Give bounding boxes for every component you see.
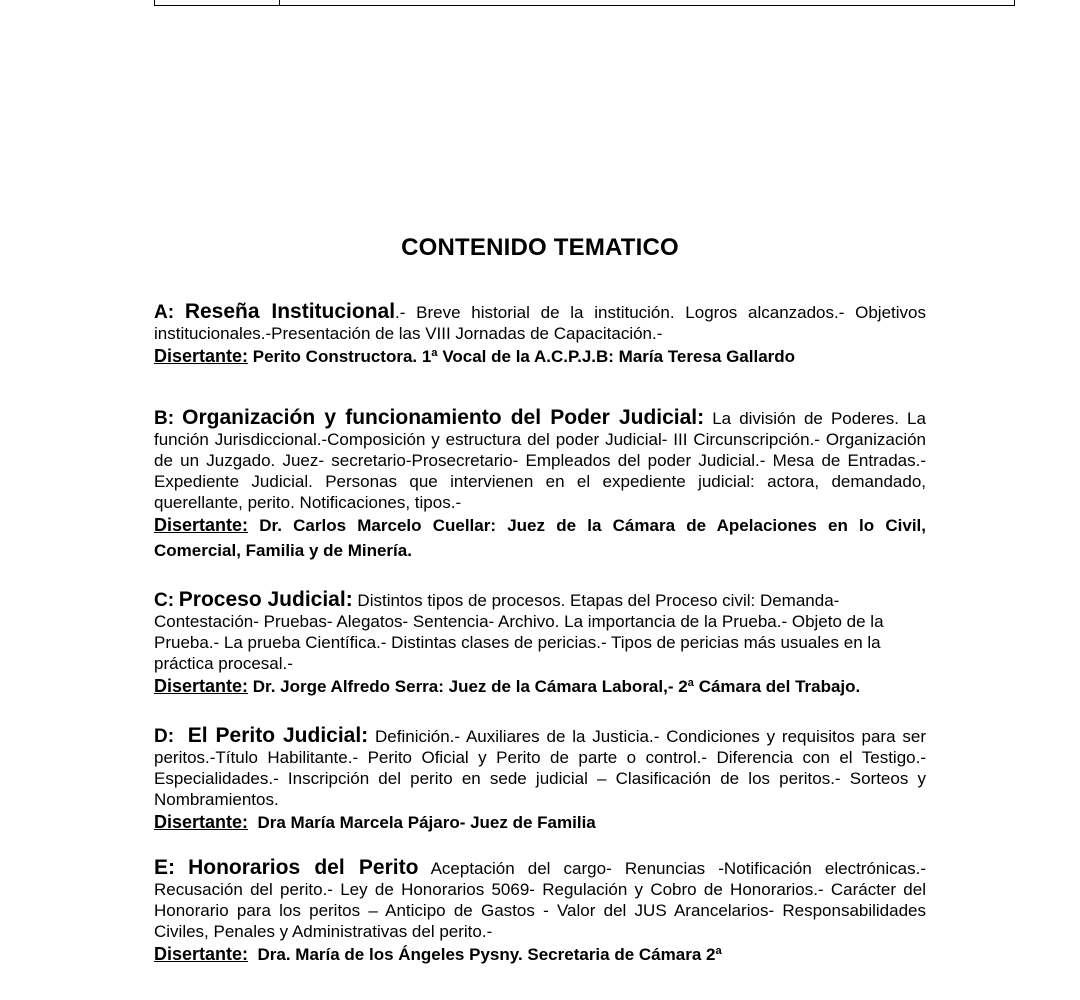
speaker-name: Dra María Marcela Pájaro- Juez de Familia [257, 813, 596, 832]
speaker-label: Disertante: [154, 515, 249, 535]
section-body: .- Breve historial de la institución. Logros alcanzados.- Objetivos institucionales.-Presentación de las VIII Jornadas de Capacitación.- [154, 303, 926, 343]
section-body: La división de Poderes. La función Jurisdiccional.-Composición y estructura del poder Judicial- III Circunscripción.- Organización de un Juzgado. Juez- secretario-Prosecretario- Empleados del poder Judicial.- Mesa de Entradas.- Expediente Judicial. Personas que intervienen en el expediente judicial: actora, demandado, querellante, perito. Notificaciones, tipos.- [154, 409, 926, 512]
table-column-divider [279, 0, 280, 5]
section-heading: El Perito Judicial: [187, 724, 369, 747]
section-c [154, 589, 926, 699]
page-title: CONTENIDO TEMATICO [401, 234, 679, 261]
speaker-label: Disertante: [154, 944, 249, 964]
section-b [154, 407, 926, 563]
speaker-label: Disertante: [154, 346, 249, 366]
section-body: Aceptación del cargo- Renuncias -Notificación electrónicas.- Recusación del perito.- Ley de Honorarios 5069- Regulación y Cobro de Honorarios.- Carácter del Honorario para los peritos – Anticipo de Gastos - Valor del JUS Arancelarios- Responsabilidades Civiles, Penales y Administrativas del perito.- [154, 859, 926, 941]
section-a [154, 301, 926, 369]
speaker-name: Dr. Carlos Marcelo Cuellar: Juez de la Cámara de Apelaciones en lo Civil, Comercial, Familia y de Minería. [154, 516, 926, 560]
section-e [154, 857, 926, 967]
speaker-label: Disertante: [154, 676, 249, 696]
section-heading: Reseña Institucional [184, 300, 396, 323]
section-heading: Honorarios del Perito [188, 856, 419, 879]
section-body: Definición.- Auxiliares de la Justicia.- Condiciones y requisitos para ser peritos.-Título Habilitante.- Perito Oficial y Perito de parte o control.- Diferencia con el Testigo.- Especialidades.- Inscripción del perito en sede judicial – Clasificación de los peritos.- Sorteos y Nombramientos. [154, 727, 927, 809]
section-letter: A: [154, 302, 175, 323]
section-letter: E: [154, 856, 175, 879]
section-letter: B: [154, 408, 175, 429]
section-heading: Organización y funcionamiento del Poder Judicial: [182, 406, 705, 429]
speaker-name: Perito Constructora. 1ª Vocal de la A.C.P.J.B: María Teresa Gallardo [252, 347, 796, 366]
section-letter: C: [154, 590, 175, 611]
speaker-label: Disertante: [154, 812, 249, 832]
section-body: Distintos tipos de procesos. Etapas del Proceso civil: Demanda- Contestación- Pruebas- Alegatos- Sentencia- Archivo. La importancia de la Prueba.- Objeto de la Prueba.- La prueba Científica.- Distintas clases de pericias.- Tipos de pericias más usuales en la práctica procesal.- [154, 591, 884, 673]
section-heading: Proceso Judicial: [178, 588, 353, 611]
section-d [154, 725, 926, 835]
top-table-fragment [154, 0, 1015, 6]
section-letter: D: [154, 726, 175, 747]
speaker-name: Dr. Jorge Alfredo Serra: Juez de la Cámara Laboral,- 2ª Cámara del Trabajo. [252, 677, 861, 696]
speaker-name: Dra. María de los Ángeles Pysny. Secretaria de Cámara 2ª [257, 945, 722, 964]
